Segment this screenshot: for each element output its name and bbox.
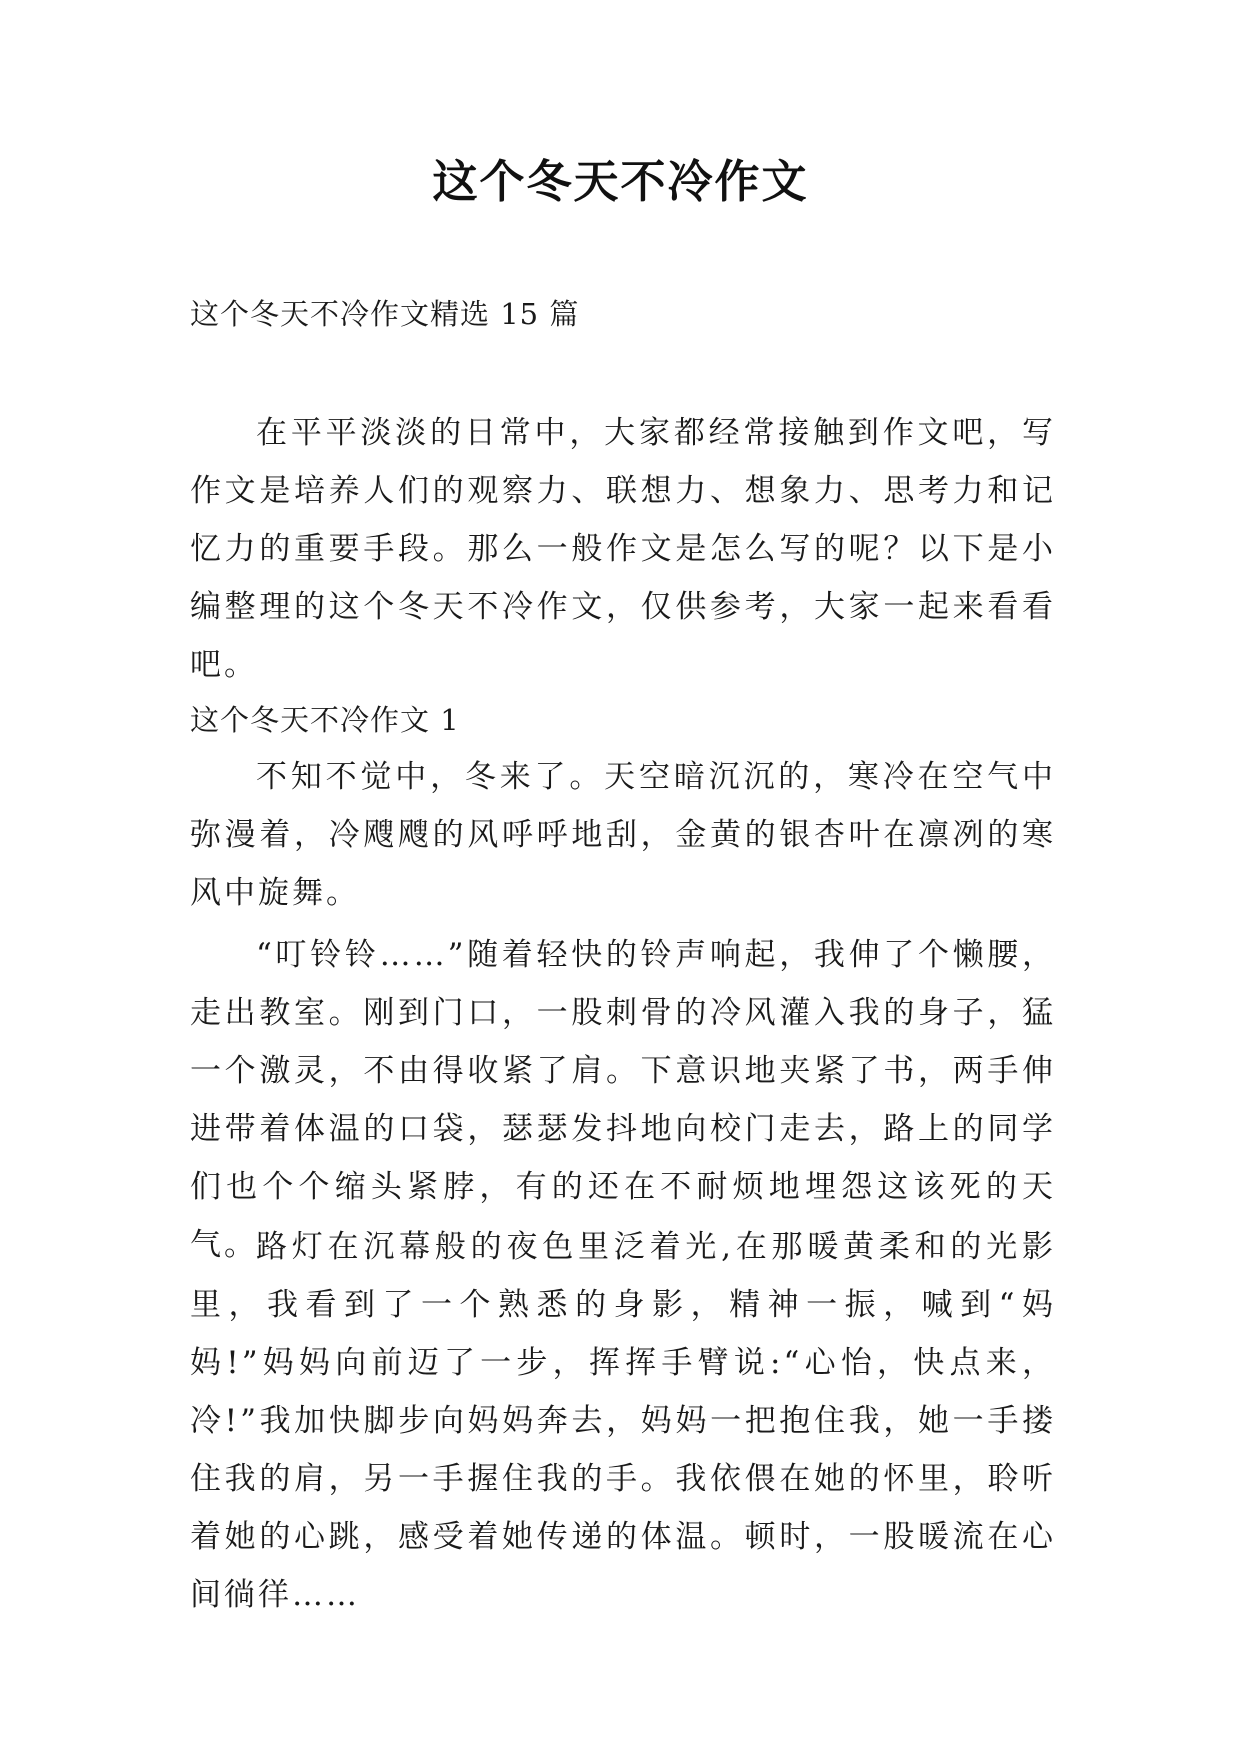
body-paragraph-1: 不知不觉中，冬来了。天空暗沉沉的，寒冷在空气中弥漫着，冷飕飕的风呼呼地刮，金黄的银杏叶在凛冽的寒风中旋舞。 — [190, 759, 1056, 911]
body-paragraph-3: 路灯在沉幕般的夜色里泛着光,在那暖黄柔和的光影里，我看到了一个熟悉的身影，精神一振，喊到“妈妈!”妈妈向前迈了一步，挥挥手臂说:“心怡，快点来，冷!”我加快脚步向妈妈奔去，妈妈一把抱住我，她一手搂住我的肩，另一手握住我的手。我依偎在她的怀里，聆听着她的心跳，感受着她传递的体温。顿时，一股暖流在心间徜徉…… — [190, 1229, 1056, 1613]
section-heading: 这个冬天不冷作文 1 — [190, 703, 460, 737]
intro-paragraph: 在平平淡淡的日常中，大家都经常接触到作文吧，写作文是培养人们的观察力、联想力、想象力、思考力和记忆力的重要手段。那么一般作文是怎么写的呢？以下是小编整理的这个冬天不冷作文，仅供参考，大家一起来看看吧。 — [190, 415, 1056, 683]
page-title: 这个冬天不冷作文 — [432, 155, 809, 208]
document-subtitle: 这个冬天不冷作文精选 15 篇 — [190, 297, 580, 331]
body-paragraph-2: “叮铃铃……”随着轻快的铃声响起，我伸了个懒腰，走出教室。刚到门口，一股刺骨的冷风灌入我的身子，猛一个激灵，不由得收紧了肩。下意识地夹紧了书，两手伸进带着体温的口袋，瑟瑟发抖地向校门走去，路上的同学们也个个缩头紧脖，有的还在不耐烦地埋怨这该死的天气。 — [190, 937, 1056, 1263]
